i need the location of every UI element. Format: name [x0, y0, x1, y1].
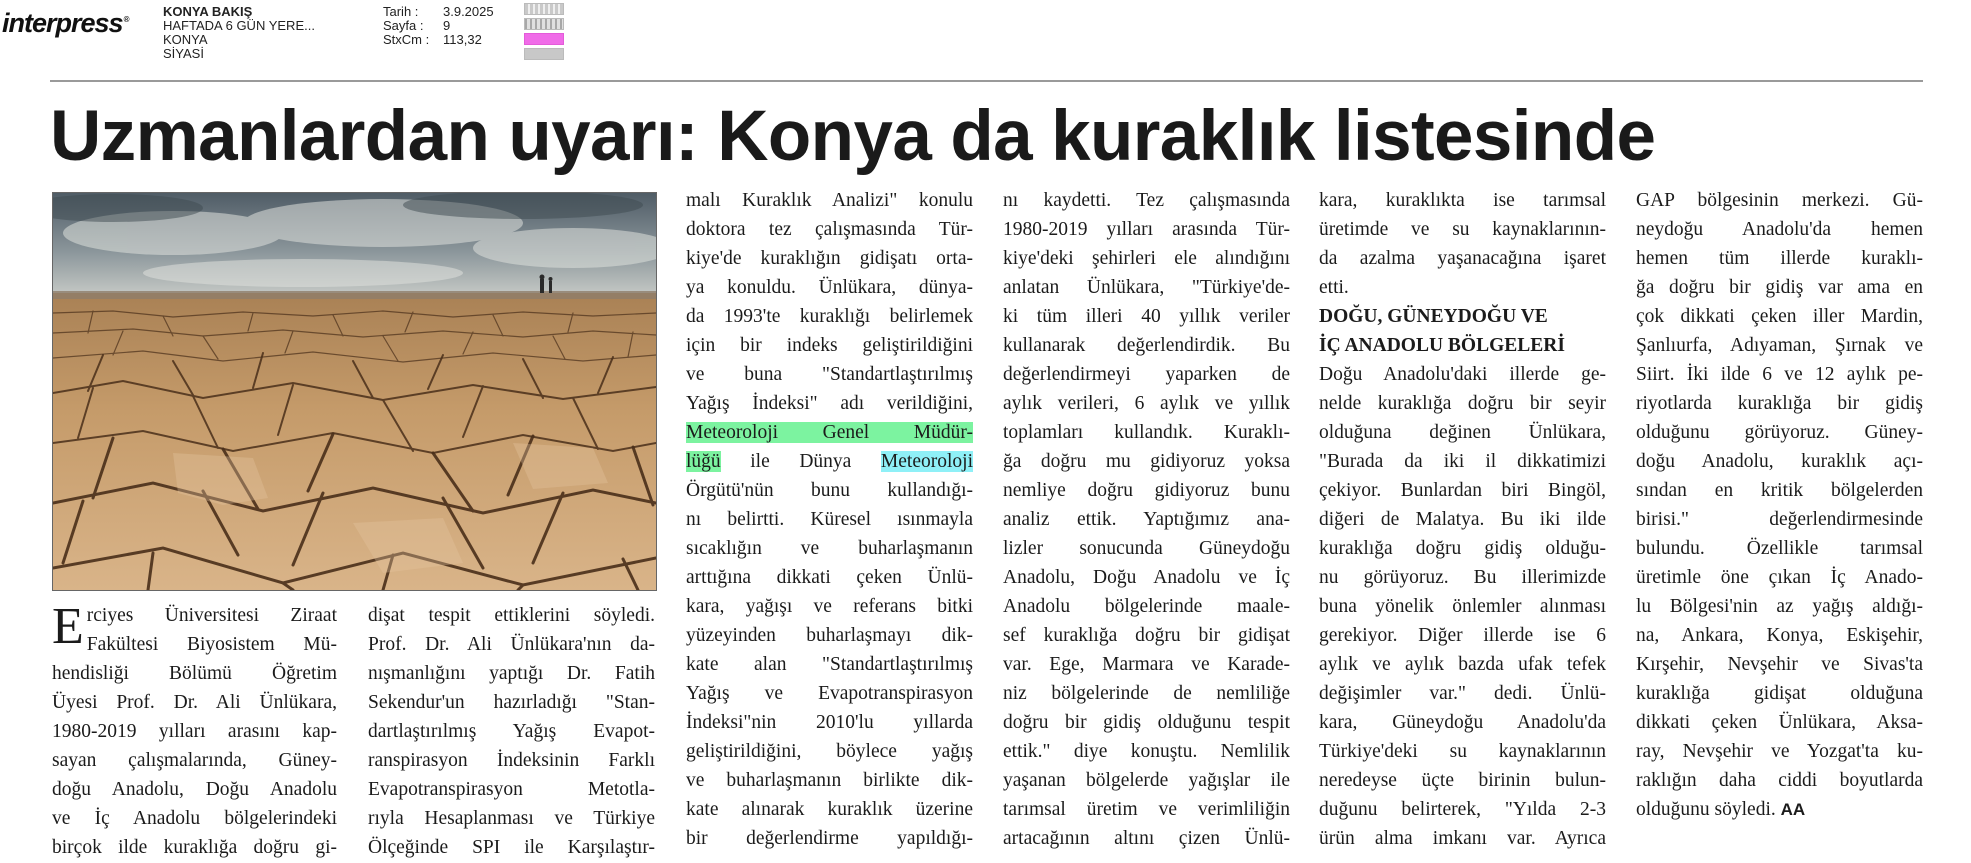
text-line: değişimler var." dedi. Ünlü- — [1319, 683, 1606, 704]
clipping-meta — [383, 5, 494, 47]
text-line: da 1993'te kuraklığı belirlemek — [686, 306, 973, 327]
page-label: Sayfa : — [383, 18, 424, 33]
text-line: ve İç Anadolu bölgelerindeki — [52, 808, 337, 829]
text-line: Anadolu bölgelerinde maale- — [1003, 596, 1290, 617]
drop-cap: E — [52, 598, 84, 655]
ground — [53, 293, 656, 590]
text-line: kara, Güneydoğu Anadolu'da — [1319, 712, 1606, 733]
text-line: bulundu. Özellikle tarımsal — [1636, 538, 1923, 559]
text-line: anlatan Ünlükara, "Türkiye'de- — [1003, 277, 1290, 298]
text-line: Örgütü'nün bunu kullandığı- — [686, 480, 973, 501]
text-fragment: olduğunu söyledi. — [1636, 799, 1776, 820]
text-line: toplamları kullandık. Kuraklı- — [1003, 422, 1290, 443]
agency-signature: AA — [1780, 800, 1806, 819]
article-column-3 — [686, 186, 973, 853]
text-line: artacağının altını çizen Ünlü- — [1003, 828, 1290, 849]
text-line: neydoğu Anadolu'da hemen — [1636, 219, 1923, 240]
text-line: nı kaydetti. Tez çalışmasında — [1003, 190, 1290, 211]
text-line: olduğunu görüyoruz. Güney- — [1636, 422, 1923, 443]
text-line: analiz ettik. Yaptığımız ana- — [1003, 509, 1290, 530]
text-line: hemen tüm illerde kuraklı- — [1636, 248, 1923, 269]
interpress-logo: interpress® — [2, 8, 129, 38]
stxcm-label: StxCm : — [383, 32, 430, 47]
text-line: gerekiyor. Diğer illerde ise 6 — [1319, 625, 1606, 646]
text-line: hendisliği Bölümü Öğretim — [52, 663, 337, 684]
thumbnail-1 — [524, 3, 564, 15]
text-line: nı belirtti. Küresel ısınmayla — [686, 509, 973, 530]
text-line: sıcaklığın ve buharlaşmanın — [686, 538, 973, 559]
publication-section: SİYASİ — [163, 46, 204, 61]
section-subheading: İÇ ANADOLU BÖLGELERİ — [1319, 335, 1565, 356]
text-line: aylık verileri, 6 aylık ve yıllık — [1003, 393, 1290, 414]
publication-frequency: HAFTADA 6 GÜN YERE... — [163, 18, 315, 33]
text-line: ğa doğru mu gidiyoruz yoksa — [1003, 451, 1290, 472]
text-line: kullanarak değerlendirdik. Bu — [1003, 335, 1290, 356]
text-line: Doğu Anadolu'daki illerde ge- — [1319, 364, 1606, 385]
text-line: doktora tez çalışmasında Tür- — [686, 219, 973, 240]
page-value: 9 — [443, 18, 451, 33]
text-line: arttığına dikkati çeken Ünlü- — [686, 567, 973, 588]
text-line: ve buna "Standartlaştırılmış — [686, 364, 973, 385]
text-line: dişat tespit ettiklerini söyledi. — [368, 605, 655, 626]
keyword-highlight-green: lüğü — [686, 451, 721, 472]
text-line: riyotlarda kuraklığa bir gidiş — [1636, 393, 1923, 414]
text-line: doğu Anadolu, kuraklık açı- — [1636, 451, 1923, 472]
text-line: sından en kritik bölgelerden — [1636, 480, 1923, 501]
text-line: Evapotranspirasyon Metotla- — [368, 779, 655, 800]
publication-city: KONYA — [163, 32, 208, 47]
text-line: Fakültesi Biyosistem Mü- — [86, 634, 337, 655]
text-line: ya konuldu. Ünlükara, dünya- — [686, 277, 973, 298]
text-line: nışmanlığını yaptığı Dr. Fatih — [368, 663, 655, 684]
text-line: 1980-2019 yılları arasında Tür- — [1003, 219, 1290, 240]
page-thumbnails — [524, 3, 564, 63]
text-line: kara, kuraklıkta ise tarımsal — [1319, 190, 1606, 211]
article-column-1 — [52, 598, 337, 862]
text-line: nu görüyoruz. Bu illerimizde — [1319, 567, 1606, 588]
text-line: nelde kuraklığa doğru bir seyir — [1319, 393, 1606, 414]
text-line: nemliye doğru gidiyoruz bunu — [1003, 480, 1290, 501]
text-line: dartlaştırılmış Yağış Evapot- — [368, 721, 655, 742]
text-line: bir değerlendirme yapıldığı- — [686, 828, 973, 849]
text-line: değerlendirmeyi yaparken de — [1003, 364, 1290, 385]
text-line: İndeksi"nin 2010'lu yıllarda — [686, 712, 973, 733]
article-column-5 — [1319, 186, 1606, 853]
text-line: doğu Anadolu, Doğu Anadolu — [52, 779, 337, 800]
text-line: dikkati çeken Ünlükara, Aksa- — [1636, 712, 1923, 733]
cracked-earth-photo — [52, 192, 657, 591]
text-line: çekiyor. Bunlardan biri Bingöl, — [1319, 480, 1606, 501]
text-line: kate alan "Standartlaştırılmış — [686, 654, 973, 675]
text-line: Şanlıurfa, Adıyaman, Şırnak ve — [1636, 335, 1923, 356]
text-line: birçok ilde kuraklığa doğru gi- — [52, 837, 337, 858]
text-line: yaşanan bölgelerde yağışlar ile — [1003, 770, 1290, 791]
text-line: kiye'de kuraklığın gidişatı orta- — [686, 248, 973, 269]
text-line: ki tüm illeri 40 yıllık veriler — [1003, 306, 1290, 327]
text-line-highlighted — [686, 418, 973, 447]
publication-name: KONYA BAKIŞ — [163, 4, 253, 19]
text-line: geliştirildiğini, böylece yağış — [686, 741, 973, 762]
text-line: malı Kuraklık Analizi" konulu — [686, 190, 973, 211]
text-line: tarımsal üretim ve verimliliğin — [1003, 799, 1290, 820]
date-label: Tarih : — [383, 4, 419, 19]
keyword-highlight-green: Meteoroloji Genel Müdür- — [686, 422, 973, 443]
text-line: na, Ankara, Konya, Eskişehir, — [1636, 625, 1923, 646]
text-line: GAP bölgesinin merkezi. Gü- — [1636, 190, 1923, 211]
article-column-2 — [368, 601, 655, 862]
text-line: ranspirasyon İndeksinin Farklı — [368, 750, 655, 771]
text-line: da azalma yaşanacağına işaret — [1319, 248, 1606, 269]
text-line: Yağış İndeksi" adı verildiğini, — [686, 393, 973, 414]
text-line: için bir indeks geliştirildiğini — [686, 335, 973, 356]
text-fragment: ile Dünya — [720, 451, 881, 472]
text-line: 1980-2019 yılları arasını kap- — [52, 721, 337, 742]
text-line: ve buharlaşmanın birlikte dik- — [686, 770, 973, 791]
text-line: buna yönelik önlemler alınması — [1319, 596, 1606, 617]
text-line: lu Bölgesi'nin az yağış aldığı- — [1636, 596, 1923, 617]
text-line: birisi." değerlendirmesinde — [1636, 509, 1923, 530]
text-line: ray, Nevşehir ve Yozgat'ta ku- — [1636, 741, 1923, 762]
text-line-highlighted — [686, 447, 973, 476]
text-line: rciyes Üniversitesi Ziraat — [86, 605, 337, 626]
text-line: raklığın daha ciddi boyutlarda — [1636, 770, 1923, 791]
text-line: etti. — [1319, 277, 1349, 298]
article-headline: Uzmanlardan uyarı: Konya da kuraklık listesinde — [50, 97, 1656, 176]
thumbnail-2 — [524, 18, 564, 30]
text-line: niz bölgelerinde de nemliliğe — [1003, 683, 1290, 704]
text-line: Üyesi Prof. Dr. Ali Ünlükara, — [52, 692, 337, 713]
text-line: aylık ve aylık bazda ufak tefek — [1319, 654, 1606, 675]
text-line: sef kuraklığa doğru bir gidişat — [1003, 625, 1290, 646]
text-line: duğunu belirterek, "Yılda 2-3 — [1319, 799, 1606, 820]
text-line: üretimle öne çıkan İç Anado- — [1636, 567, 1923, 588]
photo-svg — [53, 193, 656, 590]
thumbnail-highlight — [524, 33, 564, 45]
section-subheading: DOĞU, GÜNEYDOĞU VE — [1319, 306, 1548, 327]
text-line: var. Ege, Marmara ve Karade- — [1003, 654, 1290, 675]
text-line: kara, yağışı ve referans bitki — [686, 596, 973, 617]
text-line: kuraklığa doğru gidiş olduğu- — [1319, 538, 1606, 559]
text-line: doğru bir gidiş olduğunu tespit — [1003, 712, 1290, 733]
text-line: kiye'deki şehirleri ele alındığını — [1003, 248, 1290, 269]
text-line: diğeri de Malatya. Bu iki ilde — [1319, 509, 1606, 530]
text-line: Kırşehir, Nevşehir ve Sivas'ta — [1636, 654, 1923, 675]
keyword-highlight-cyan: Meteoroloji — [880, 451, 973, 472]
text-line: Sekendur'un hazırladığı "Stan- — [368, 692, 655, 713]
stxcm-value: 113,32 — [443, 32, 482, 47]
text-line: ürün alma imkanı var. Ayrıca — [1319, 828, 1606, 849]
text-line: neredeyse üçte birinin bulun- — [1319, 770, 1606, 791]
publication-info — [163, 5, 315, 61]
article-column-6 — [1636, 186, 1923, 824]
text-line: Yağış ve Evapotranspirasyon — [686, 683, 973, 704]
header-divider — [50, 80, 1923, 82]
thumbnail-4 — [524, 48, 564, 60]
article-column-4 — [1003, 186, 1290, 853]
text-line: "Burada da iki il dikkatimizi — [1319, 451, 1606, 472]
text-line: sayan çalışmalarında, Güney- — [52, 750, 337, 771]
text-line: kuraklığa gidişat olduğuna — [1636, 683, 1923, 704]
text-line: ettik." diye konuştu. Nemlilik — [1003, 741, 1290, 762]
text-line: Prof. Dr. Ali Ünlükara'nın da- — [368, 634, 655, 655]
text-line: Türkiye'deki su kaynaklarının — [1319, 741, 1606, 762]
text-line: rıyla Hesaplanması ve Türkiye — [368, 808, 655, 829]
text-line: olduğuna değinen Ünlükara, — [1319, 422, 1606, 443]
text-line: kate alınarak kuraklık üzerine — [686, 799, 973, 820]
text-line: üretimde ve su kaynaklarının- — [1319, 219, 1606, 240]
text-line: çok dikkati çeken iller Mardin, — [1636, 306, 1923, 327]
text-line: Anadolu, Doğu Anadolu ve İç — [1003, 567, 1290, 588]
text-line: lizler sonucunda Güneydoğu — [1003, 538, 1290, 559]
text-line: ğa doğru bir gidiş var ama en — [1636, 277, 1923, 298]
text-line: Siirt. İki ilde 6 ve 12 aylık pe- — [1636, 364, 1923, 385]
text-line: yüzeyinden buharlaşmayı dik- — [686, 625, 973, 646]
date-value: 3.9.2025 — [443, 4, 494, 19]
closing-line — [1636, 795, 1923, 824]
text-line: Ölçeğinde SPI ile Karşılaştır- — [368, 837, 655, 858]
